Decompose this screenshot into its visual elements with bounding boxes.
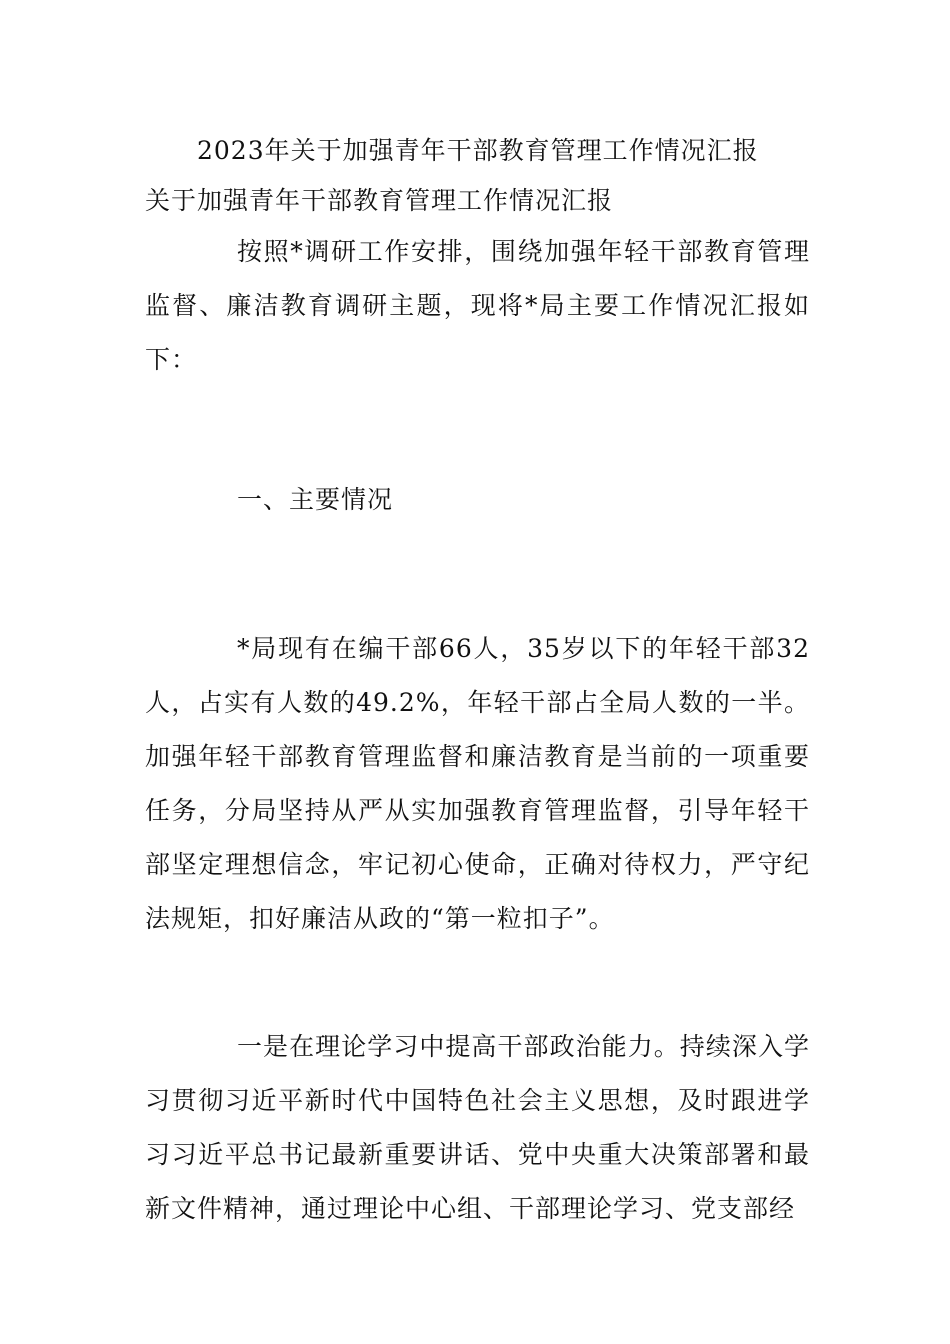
document-title: 2023年关于加强青年干部教育管理工作情况汇报 — [197, 136, 759, 165]
intro-paragraph: 按照*调研工作安排，围绕加强年轻干部教育管理监督、廉洁教育调研主题，现将*局主要工作情况汇报如下： — [145, 237, 810, 374]
theory-study-paragraph: 一是在理论学习中提高干部政治能力。持续深入学习贯彻习近平新时代中国特色社会主义思想，及时跟进学习习近平总书记最新重要讲话、党中央重大决策部署和最新文件精神，通过理论中心组、干部理论学习、党支部经 — [145, 1032, 810, 1223]
main-situation-paragraph: *局现有在编干部66人，35岁以下的年轻干部32人，占实有人数的49.2%，年轻干部占全局人数的一半。加强年轻干部教育管理监督和廉洁教育是当前的一项重要任务，分局坚持从严从实加强教育管理监督，引导年轻干部坚定理想信念，牢记初心使命，正确对待权力，严守纪法规矩，扣好廉洁从政的“第一粒扣子”。 — [145, 634, 810, 933]
document-subtitle: 关于加强青年干部教育管理工作情况汇报 — [145, 186, 614, 215]
section-heading: 一、主要情况 — [237, 485, 394, 514]
